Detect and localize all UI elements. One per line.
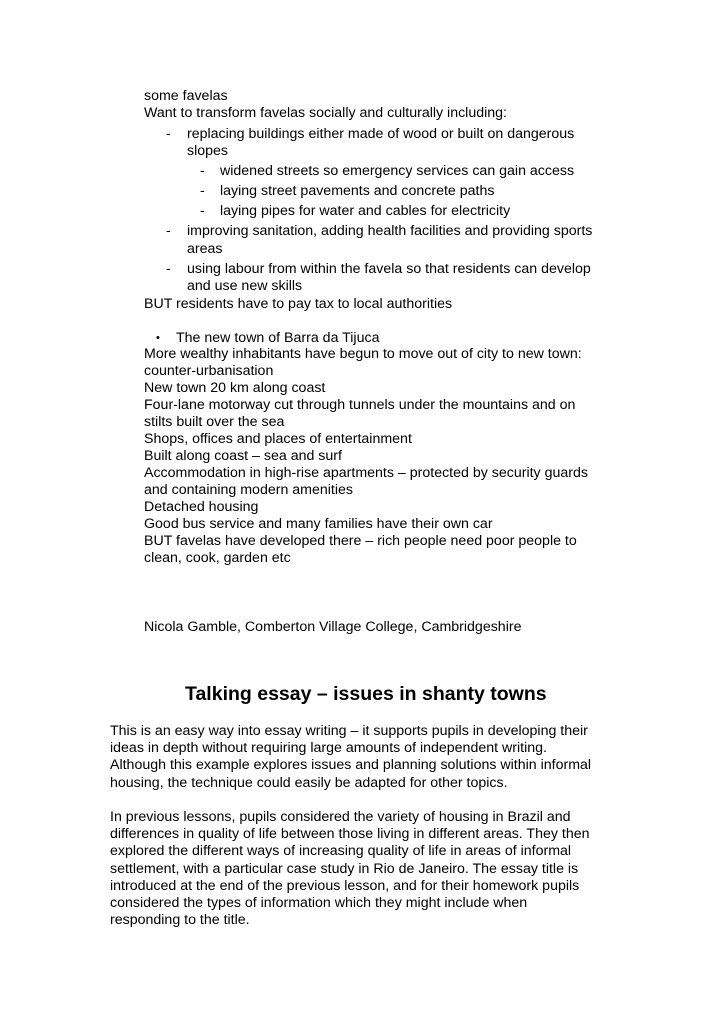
paragraph-line: housing, the technique could easily be adapted for other topics. xyxy=(110,774,508,791)
note-line: BUT residents have to pay tax to local authorities xyxy=(144,296,453,312)
note-line: Detached housing xyxy=(144,499,259,515)
note-line: stilts built over the sea xyxy=(144,414,285,430)
paragraph-line: considered the types of information which they might include when xyxy=(110,895,528,912)
paragraph-1 xyxy=(110,723,630,792)
list-item: improving sanitation, adding health facilities and providing sports xyxy=(187,223,593,239)
list-item: and use new skills xyxy=(187,278,303,294)
dash-marker: - xyxy=(200,203,205,219)
paragraph-line: differences in quality of life between those living in different areas. They then xyxy=(110,826,590,843)
note-line: Want to transform favelas socially and culturally including: xyxy=(144,105,507,121)
list-item: slopes xyxy=(187,143,229,159)
paragraph-line: Although this example explores issues and planning solutions within informal xyxy=(110,757,592,774)
sub-list-item: laying street pavements and concrete paths xyxy=(220,183,495,199)
list-item: using labour from within the favela so that residents can develop xyxy=(187,261,591,277)
dash-marker: - xyxy=(166,261,171,277)
list-item: areas xyxy=(187,241,223,257)
paragraph-line: introduced at the end of the previous lesson, and for their homework pupils xyxy=(110,877,580,894)
paragraph-line: explored the different ways of increasing quality of life in areas of informal xyxy=(110,843,572,860)
note-line: Four-lane motorway cut through tunnels under the mountains and on xyxy=(144,397,576,413)
dash-marker: - xyxy=(166,126,171,142)
note-line: More wealthy inhabitants have begun to move out of city to new town: xyxy=(144,346,582,362)
note-line: counter-urbanisation xyxy=(144,363,274,379)
note-line: Accommodation in high-rise apartments – protected by security guards xyxy=(144,465,588,481)
note-line: Shops, offices and places of entertainment xyxy=(144,431,412,447)
bullet-marker: • xyxy=(156,332,160,344)
dash-marker: - xyxy=(200,183,205,199)
note-line: Built along coast – sea and surf xyxy=(144,448,342,464)
paragraph-line: settlement, with a particular case study in Rio de Janeiro. The essay title is xyxy=(110,860,579,877)
note-line: some favelas xyxy=(144,88,228,104)
paragraph-line: responding to the title. xyxy=(110,912,250,929)
bullet-heading: The new town of Barra da Tijuca xyxy=(176,330,380,346)
note-line: and containing modern amenities xyxy=(144,482,354,498)
sub-list-item: laying pipes for water and cables for electricity xyxy=(220,203,511,219)
note-line: clean, cook, garden etc xyxy=(144,550,291,566)
note-line: New town 20 km along coast xyxy=(144,380,326,396)
paragraph-line: In previous lessons, pupils considered the variety of housing in Brazil and xyxy=(110,809,571,825)
paragraph-2 xyxy=(110,809,630,929)
note-line: Good bus service and many families have their own car xyxy=(144,516,493,532)
author-credit: Nicola Gamble, Comberton Village College, Cambridgeshire xyxy=(144,619,522,635)
sub-list-item: widened streets so emergency services can gain access xyxy=(220,163,575,179)
list-item: replacing buildings either made of wood or built on dangerous xyxy=(187,126,575,142)
paragraph-line: ideas in depth without requiring large amounts of independent writing. xyxy=(110,740,547,757)
essay-title: Talking essay – issues in shanty towns xyxy=(185,683,547,705)
dash-marker: - xyxy=(166,223,171,239)
note-line: BUT favelas have developed there – rich people need poor people to xyxy=(144,533,577,549)
dash-marker: - xyxy=(200,163,205,179)
paragraph-line: This is an easy way into essay writing – it supports pupils in developing their xyxy=(110,723,588,739)
